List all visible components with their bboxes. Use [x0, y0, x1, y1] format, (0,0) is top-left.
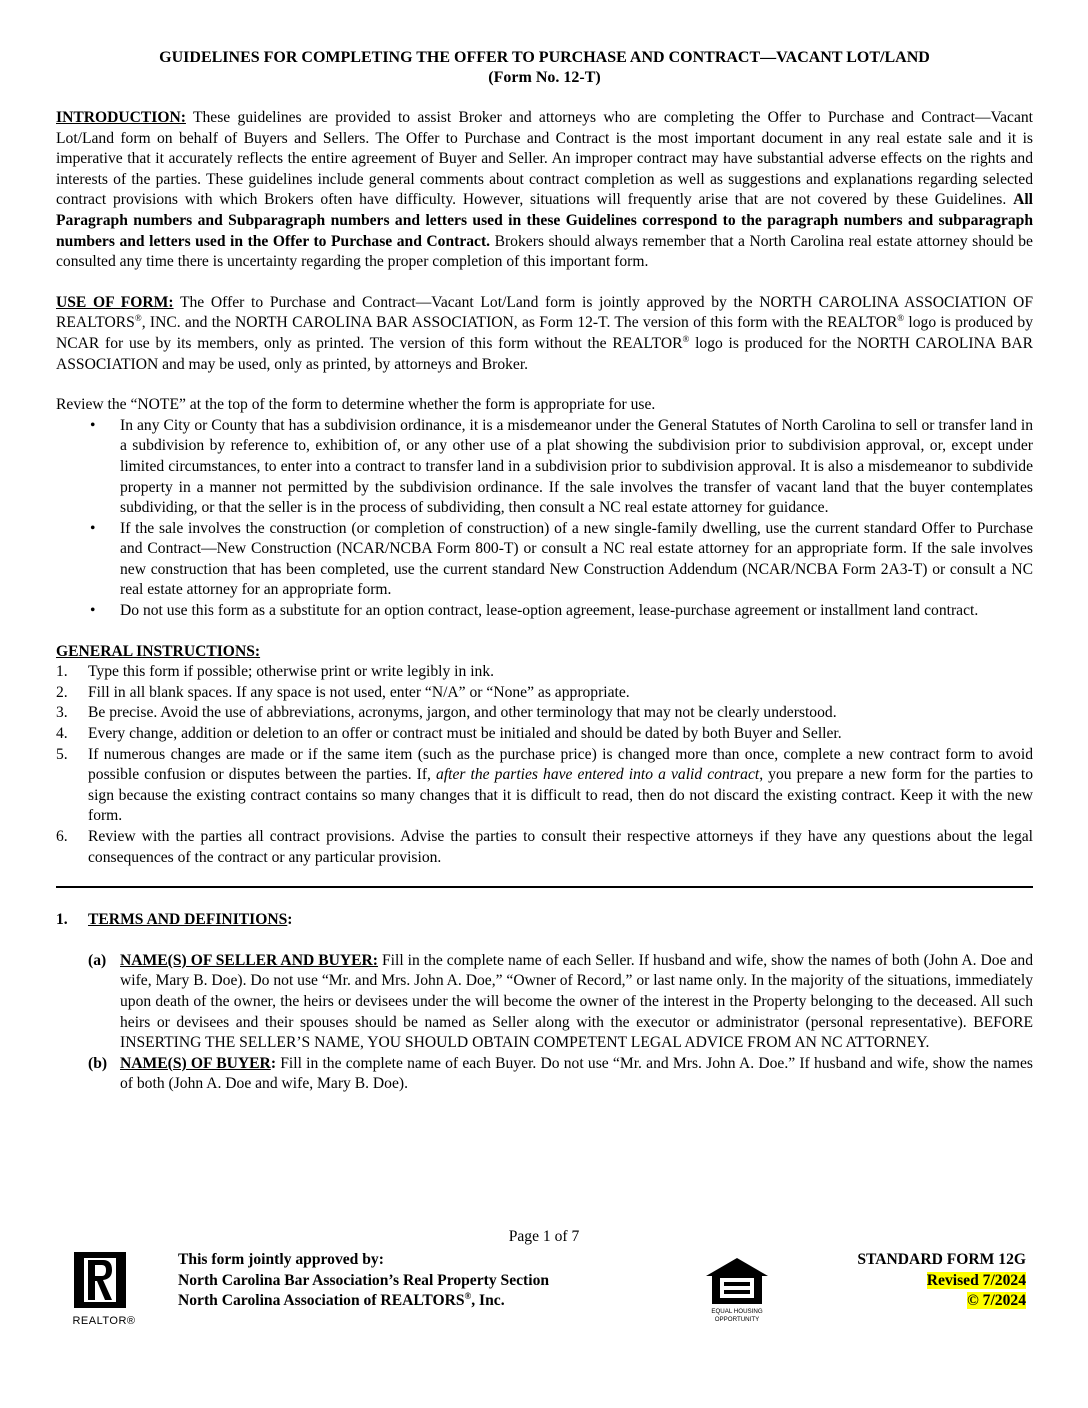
form-name: STANDARD FORM 12G — [857, 1251, 1026, 1268]
item-number: 4. — [56, 725, 68, 743]
subsection-label: (a) — [88, 951, 107, 969]
bullet-icon: • — [90, 416, 96, 434]
section-divider — [56, 886, 1033, 888]
item-text: Fill in all blank spaces. If any space is not used, enter “N/A” or “None” as appropriate. — [88, 683, 630, 701]
equal-housing-icon — [704, 1256, 770, 1324]
realtor-logo — [70, 1252, 138, 1334]
registered-mark: ® — [682, 333, 690, 344]
subsection-label: (b) — [88, 1054, 108, 1072]
list-item — [56, 416, 1033, 519]
section-1-heading — [56, 910, 1033, 931]
item-number: 1. — [56, 663, 68, 681]
eho-text: EQUAL HOUSING — [711, 1308, 763, 1315]
introduction-text-2: Brokers should always remember that a North Carolina real estate attorney should be consulted any time there is uncertainty regarding the proper completion of this important form. — [56, 232, 1033, 271]
page-title: GUIDELINES FOR COMPLETING THE OFFER TO PURCHASE AND CONTRACT—VACANT LOT/LAND — [159, 49, 930, 66]
item-text: , you prepare a new form for the parties to sign because the existing contract contains so many changes that it is difficult to read, then do not discard the existing contract. Keep it with the new form. — [88, 766, 1033, 825]
item-number: 2. — [56, 683, 68, 701]
approval-text: , Inc. — [471, 1292, 505, 1310]
list-item — [56, 724, 1033, 745]
registered-mark: ® — [897, 313, 905, 324]
use-of-form-text-1: The Offer to Purchase and Contract—Vacant Lot/Land form is jointly approved by the NORTH CAROLINA ASSOCIATION OF REALTORS — [56, 293, 1033, 332]
subsection-colon: : — [270, 1054, 277, 1072]
bullet-icon: • — [90, 602, 96, 620]
approval-line — [178, 1291, 549, 1312]
general-instructions-heading: GENERAL INSTRUCTIONS: — [56, 642, 261, 660]
introduction-text-1: These guidelines are provided to assist Broker and attorneys who are completing the Offer to Purchase and Contract—Vacant Lot/Land form on behalf of Buyers and Sellers. The Offer to Purchase and Contract is the most important document in any real estate sale and it is imperative that it accurately reflects the entire agreement of Buyer and Seller. An improper contract may have substantial adverse effects on the rights and interests of the parties. These guidelines include general comments about contract completion as well as suggestions and explanations regarding selected contract provisions with which Brokers often have difficulty. However, situations will frequently arise that are not covered by these Guidelines. — [56, 109, 1033, 209]
item-number: 6. — [56, 828, 68, 845]
section-title: TERMS AND DEFINITIONS — [88, 911, 288, 929]
item-text: Review with the parties all contract provisions. Advise the parties to consult their respective attorneys if they have any questions about the legal consequences of the contract or any particular provision. — [88, 828, 1033, 866]
introduction-paragraph — [56, 108, 1033, 273]
item-italic-text: after the parties have entered into a valid contract — [436, 766, 760, 784]
bullet-icon: • — [90, 519, 96, 537]
eho-text: OPPORTUNITY — [714, 1316, 760, 1323]
item-text: Be precise. Avoid the use of abbreviations, acronyms, jargon, and other terminology that may not be clearly understood. — [88, 704, 837, 722]
approval-text: North Carolina Association of REALTORS — [178, 1292, 465, 1310]
form-id-block — [857, 1250, 1026, 1312]
page-number: Page 1 of 7 — [508, 1228, 580, 1245]
subsection-title: NAME(S) OF SELLER AND BUYER: — [120, 951, 378, 969]
subsection-b — [56, 1054, 1033, 1095]
list-item — [56, 683, 1033, 704]
review-bullet-list — [56, 416, 1033, 622]
registered-mark: ® — [464, 1291, 472, 1301]
use-of-form-text-4: logo is produced for the NORTH CAROLINA BAR ASSOCIATION and may be used, only as printed, by attorneys and Broker. — [56, 334, 1034, 373]
use-of-form-paragraph — [56, 293, 1033, 375]
subsection-a — [56, 951, 1033, 1054]
item-text: Every change, addition or deletion to an offer or contract must be initialed and should be dated by both Buyer and Seller. — [88, 725, 842, 743]
page-subtitle: (Form No. 12-T) — [488, 69, 601, 86]
section-colon: : — [287, 911, 293, 929]
list-item — [56, 827, 1033, 868]
use-of-form-label: USE OF FORM: — [56, 293, 174, 311]
approval-line: This form jointly approved by: — [178, 1251, 384, 1268]
item-text: Type this form if possible; otherwise print or write legibly in ink. — [88, 663, 495, 681]
approval-block — [178, 1250, 549, 1312]
introduction-label: INTRODUCTION: — [56, 109, 186, 126]
introduction-bold-text: All Paragraph numbers and Subparagraph numbers and letters used in these Guidelines correspond to the paragraph numbers and subparagraph numbers and letters used in the Offer to Purchase and Contract. — [56, 191, 1033, 250]
registered-mark: ® — [134, 313, 142, 324]
bullet-text: In any City or County that has a subdivision ordinance, it is a misdemeanor under the General Statutes of North Carolina to sell or transfer land in a subdivision by reference to, exhibition of, or any other use of a plat showing the subdivision prior to subdivision approval, or, except under limited circumstances, to enter into a contract to transfer land in a subdivision prior to subdivision approval. It is also a misdemeanor to subdivide property in a manner not permitted by the subdivision ordinance. If the sale involves the transfer of vacant land that the buyer contemplates subdividing, or that the seller is in the process of subdividing, then consult a NC real estate attorney for guidance. — [120, 416, 1033, 517]
copyright-date: © 7/2024 — [967, 1292, 1026, 1310]
revised-date: Revised 7/2024 — [926, 1271, 1026, 1289]
item-text: If numerous changes are made or if the same item (such as the purchase price) is changed more than once, complete a new contract form to avoid possible confusion or disputes between the parties. If, — [88, 745, 1033, 784]
page-content — [56, 48, 1033, 1095]
list-item — [56, 703, 1033, 724]
list-item — [56, 745, 1033, 827]
bullet-text: Do not use this form as a substitute for an option contract, lease-option agreement, lease-purchase agreement or installment land contract. — [120, 602, 979, 620]
general-instructions-list — [56, 662, 1033, 868]
item-number: 5. — [56, 745, 68, 763]
bullet-text: If the sale involves the construction (or completion of construction) of a new single-family dwelling, use the current standard Offer to Purchase and Contract—New Construction (NCAR/NCBA Form 800-T) or consult a NC real estate attorney for an appropriate form. If the sale involves new construction that has been completed, use the current standard New Construction Addendum (NCAR/NCBA Form 2A3-T) or consult a NC real estate attorney for an appropriate form. — [120, 519, 1033, 599]
subsection-text: Fill in the complete name of each Seller. If husband and wife, show the names of both (John A. Doe and wife, Mary B. Doe). Do not use “Mr. and Mrs. John A. Doe,” “Owner of Record,” or last name only. In the majority of the situations, immediately upon death of the owner, the heirs or devisees under the will become the owner of the interest in the Property belonging to the deceased. All such heirs or devisees and their spouses should be named as Seller along with the executor or administrator (personal representative). BEFORE INSERTING THE SELLER’S NAME, YOU SHOULD OBTAIN COMPETENT LEGAL ADVICE FROM AN NC ATTORNEY. — [120, 951, 1033, 1052]
use-of-form-text-3: logo is produced by NCAR for use by its members, only as printed. The version of this form without the REALTOR — [56, 314, 1033, 352]
list-item — [56, 662, 1033, 683]
realtor-logo-text: REALTOR® — [72, 1315, 136, 1327]
subsection-title: NAME(S) OF BUYER — [120, 1054, 271, 1072]
list-item — [56, 601, 1033, 622]
use-of-form-text-2: , INC. and the NORTH CAROLINA BAR ASSOCIATION, as Form 12-T. The version of this form with the REALTOR — [141, 314, 898, 332]
item-number: 3. — [56, 704, 68, 722]
review-note-text: Review the “NOTE” at the top of the form to determine whether the form is appropriate for use. — [56, 396, 656, 414]
list-item — [56, 519, 1033, 601]
approval-line: North Carolina Bar Association’s Real Property Section — [178, 1271, 550, 1289]
section-number: 1. — [56, 911, 68, 929]
subsection-text: Fill in the complete name of each Buyer. Do not use “Mr. and Mrs. John A. Doe.” If husband and wife, show the names of both (John A. Doe and wife, Mary B. Doe). — [120, 1054, 1033, 1093]
